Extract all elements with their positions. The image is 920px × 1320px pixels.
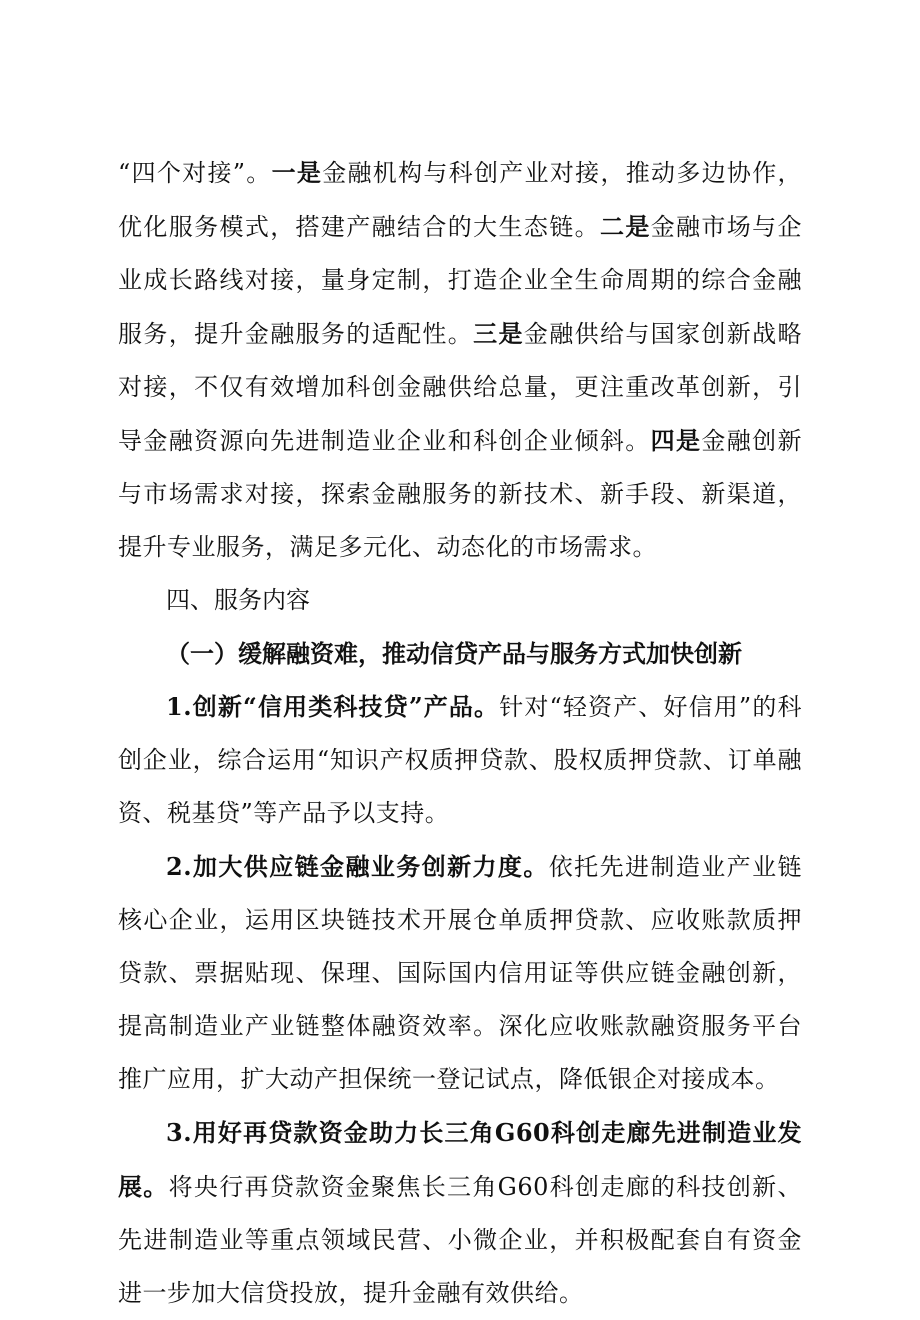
item-credit-tech-loan	[118, 680, 802, 840]
subsection-heading: （一）缓解融资难，推动信贷产品与服务方式加快创新	[166, 639, 742, 668]
text-three: 金融供给与国家创新战略对接，不仅有效增加科创金融供给总量，更注重改革创新，引导金融资源向先进制造业企业和科创企业倾斜。	[118, 320, 803, 455]
item-body: 依托先进制造业产业链核心企业，运用区块链技术开展仓单质押贷款、应收账款质押贷款、票据贴现、保理、国际国内信用证等供应链金融创新，提高制造业产业链整体融资效率。深化应收账款融资服务平台推广应用，扩大动产担保统一登记试点，降低银企对接成本。	[118, 853, 802, 1093]
item-title: 1.创新“信用类科技贷”产品。	[166, 692, 500, 721]
item-supply-chain-finance	[118, 840, 802, 1106]
section-heading: 四、服务内容	[166, 586, 310, 614]
item-title: 3.用好再贷款资金助力长三角G60科创走廊先进制造业发展。	[118, 1118, 802, 1201]
paragraph-four-docking	[118, 146, 802, 574]
item-body: 将央行再贷款资金聚焦长三角G60科创走廊的科技创新、先进制造业等重点领域民营、小微企业，并积极配套自有资金进一步加大信贷投放，提升金融有效供给。	[118, 1173, 802, 1307]
item-body: 针对“轻资产、好信用”的科创企业，综合运用“知识产权质押贷款、股权质押贷款、订单融资、税基贷”等产品予以支持。	[118, 693, 802, 827]
document-body	[118, 146, 802, 1320]
text-one: 金融机构与科创产业对接，推动多边协作，优化服务模式，搭建产融结合的大生态链。	[118, 159, 803, 241]
text-four: 金融创新与市场需求对接，探索金融服务的新技术、新手段、新渠道，提升专业服务，满足多元化、动态化的市场需求。	[118, 427, 803, 561]
label-two: 二是	[599, 212, 651, 241]
paragraph-lead: “四个对接”。	[118, 159, 272, 187]
label-four: 四是	[650, 426, 702, 455]
text-two: 金融市场与企业成长路线对接，量身定制，打造企业全生命周期的综合金融服务，提升金融服务的适配性。	[118, 213, 803, 348]
item-title: 2.加大供应链金融业务创新力度。	[166, 852, 549, 881]
label-one: 一是	[271, 158, 323, 187]
item-relending-g60	[118, 1106, 802, 1320]
label-three: 三是	[473, 319, 524, 348]
